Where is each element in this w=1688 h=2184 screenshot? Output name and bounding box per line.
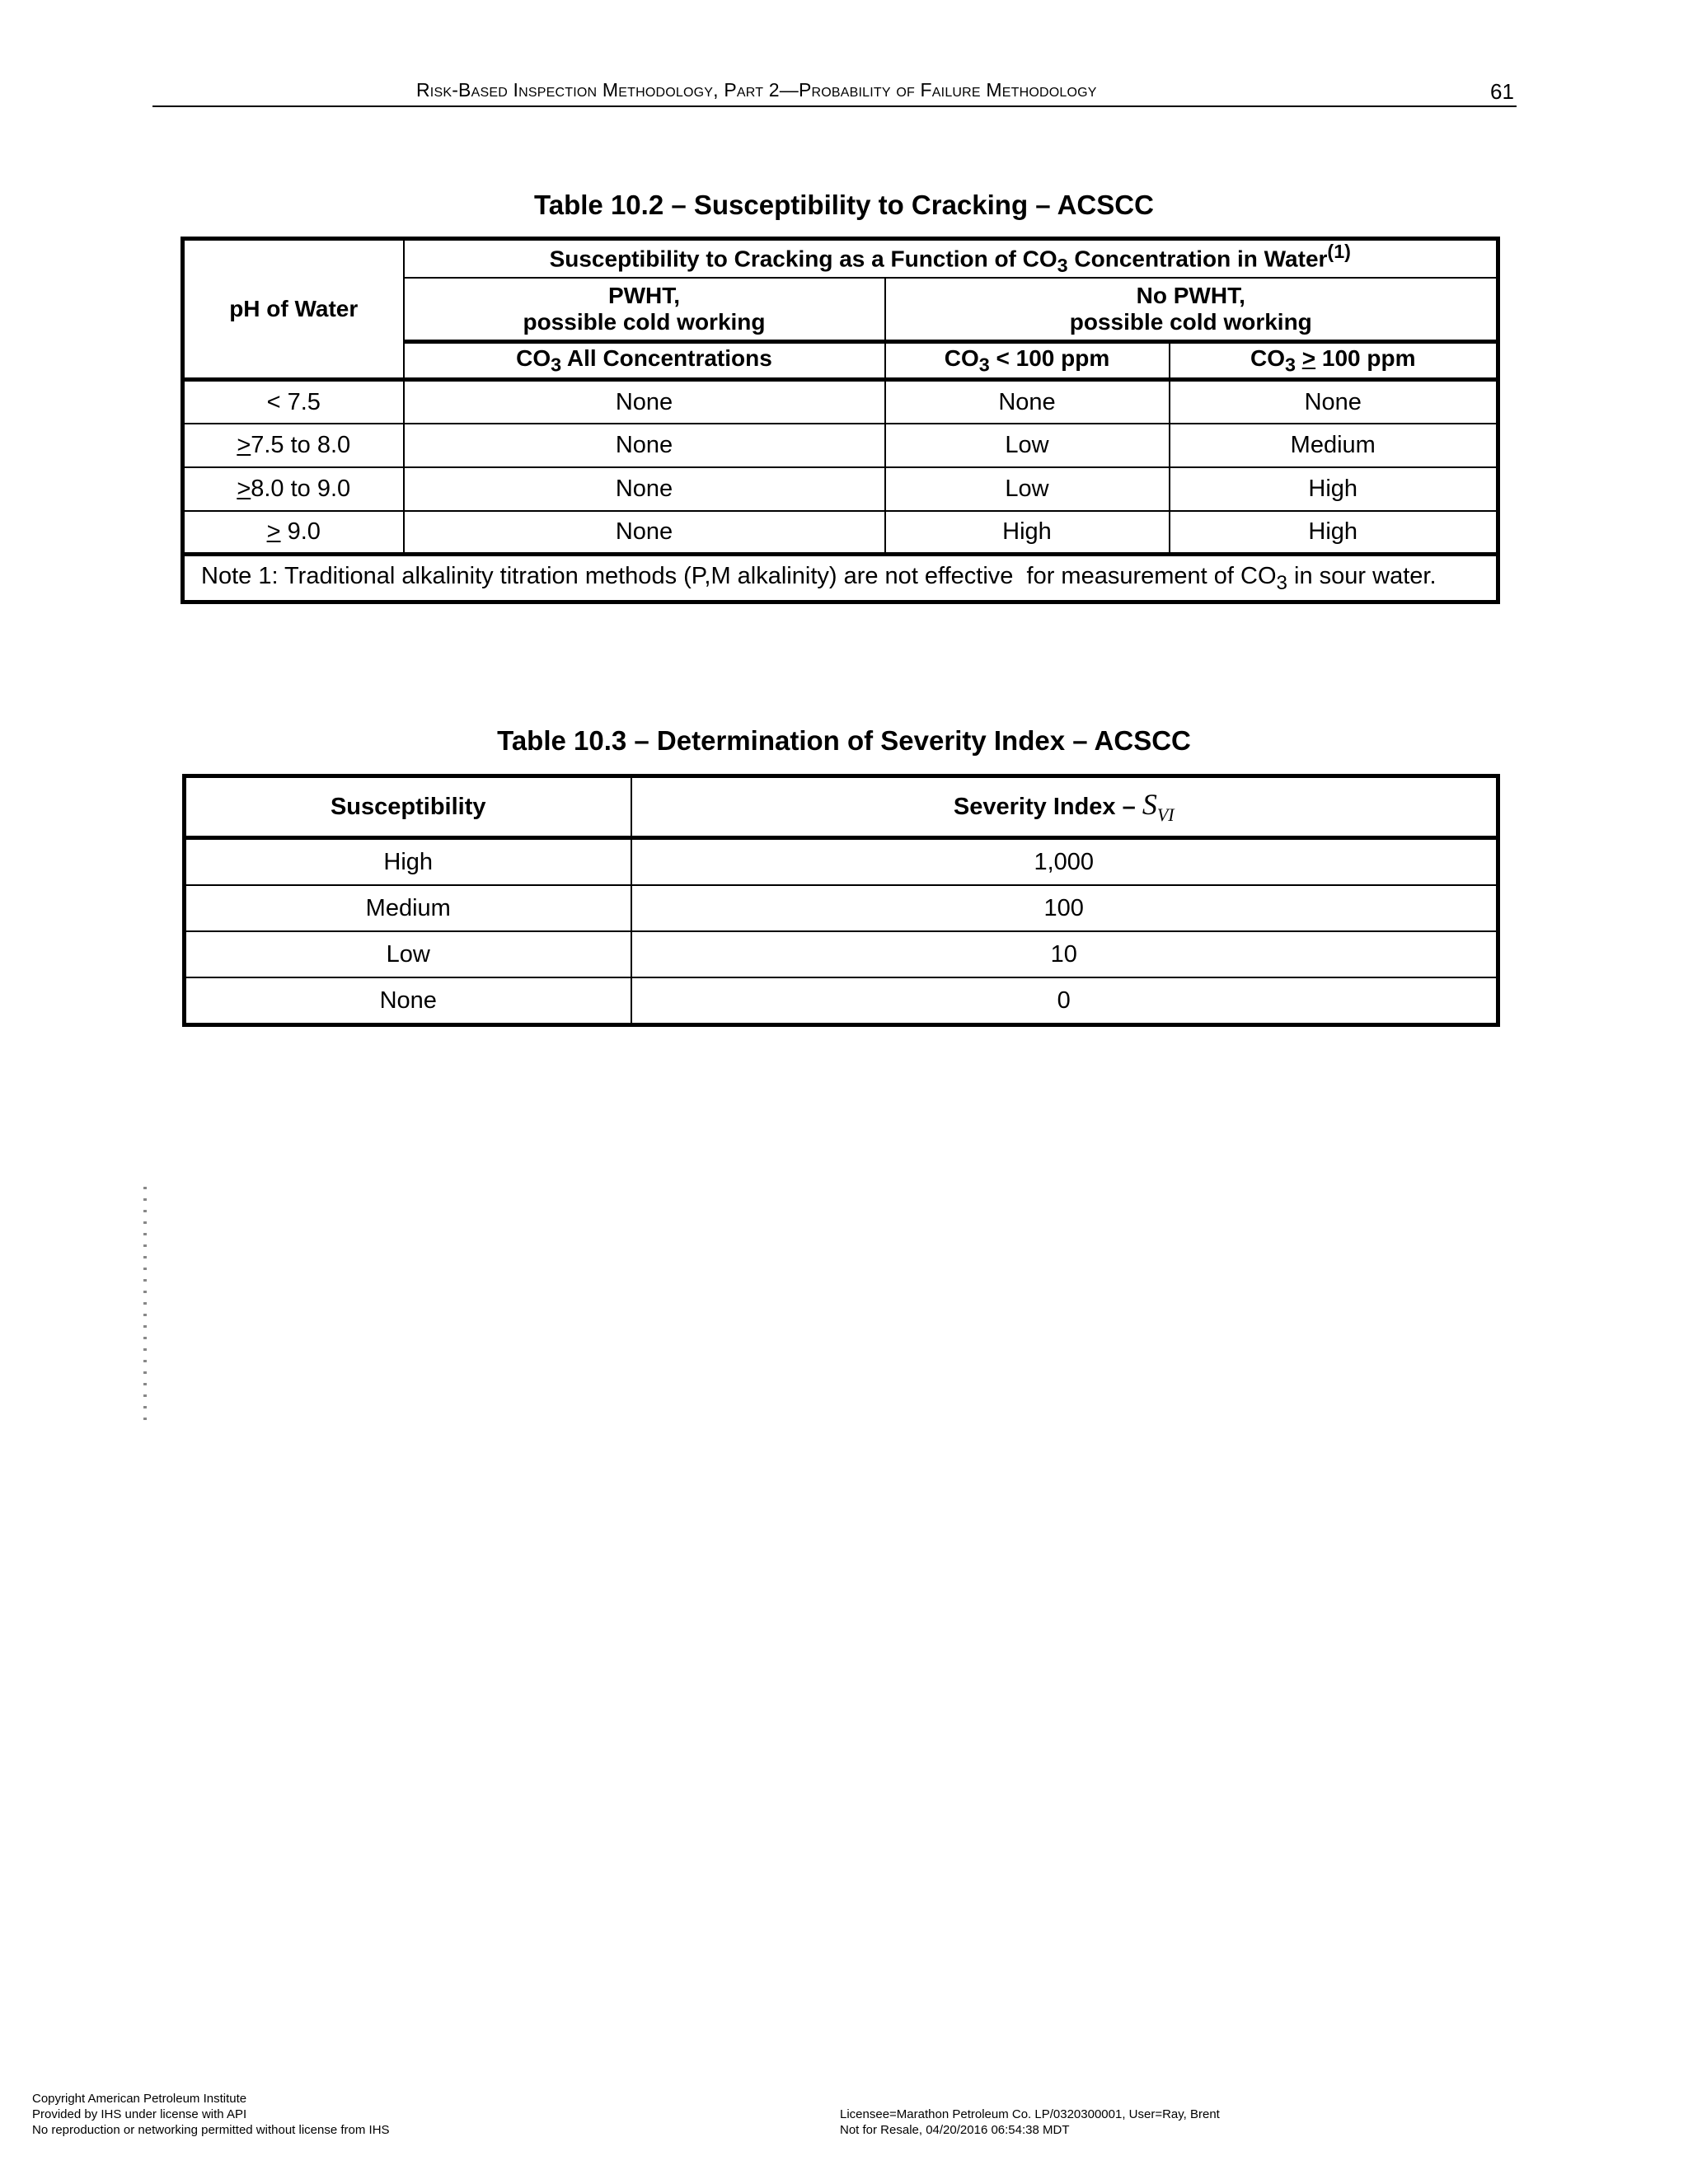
- co3-lt-100-cell: High: [885, 511, 1170, 555]
- severity-cell: 10: [631, 931, 1498, 977]
- table-row: [185, 885, 1498, 931]
- table-row: [185, 931, 1498, 977]
- co3-ge-100-cell: None: [1170, 380, 1498, 424]
- table-row: [183, 424, 1498, 467]
- co3-lt-100-cell: None: [885, 380, 1170, 424]
- susceptibility-table: [181, 237, 1500, 604]
- pwht-header: PWHT, possible cold working: [404, 278, 885, 342]
- co3-lt-100-cell: Low: [885, 467, 1170, 511]
- table-row: [185, 977, 1498, 1025]
- ph-cell: < 7.5: [183, 380, 404, 424]
- svi-symbol: $S_{VI}$: [1142, 788, 1175, 826]
- susceptibility-cell: None: [185, 977, 631, 1025]
- co3-lt-100-header: $CO_3 < 100$ ppm: [885, 342, 1170, 380]
- susceptibility-header: Susceptibility: [185, 776, 631, 838]
- no-pwht-header: No PWHT, possible cold working: [885, 278, 1498, 342]
- table-10-2-caption: Table 10.2 – Susceptibility to Cracking – ACSCC: [534, 190, 1154, 220]
- co3-ge-100-header: $CO_3 > 100$ ppm: [1170, 342, 1498, 380]
- table-row: [183, 380, 1498, 424]
- pwht-cell: None: [404, 380, 885, 424]
- co3-all-header: $CO_3$ All Concentrations: [404, 342, 885, 380]
- table-10-3-caption: Table 10.3 – Determination of Severity Index – ACSCC: [497, 725, 1191, 756]
- ph-cell: >8.0 to 9.0: [183, 467, 404, 511]
- co3-ge-100-cell: Medium: [1170, 424, 1498, 467]
- running-header-title: Risk-Based Inspection Methodology, Part 2—Probability of Failure Methodology: [416, 79, 1097, 101]
- footer-license: Licensee=Marathon Petroleum Co. LP/0320300001, User=Ray, Brent Not for Resale, 04/20/2016 06:54:38 MDT: [840, 2107, 1220, 2137]
- susceptibility-group-header: Susceptibility to Cracking as a Function of $CO_3$ Concentration in Water$^{(1)}$: [404, 239, 1498, 278]
- table-row: [185, 838, 1498, 886]
- co3-lt-100-cell: Low: [885, 424, 1170, 467]
- pwht-cell: None: [404, 467, 885, 511]
- severity-cell: 100: [631, 885, 1498, 931]
- severity-cell: 1,000: [631, 838, 1498, 886]
- margin-watermark-marks: [143, 1187, 147, 1426]
- ph-of-water-header: pH of Water: [183, 239, 404, 380]
- severity-cell: 0: [631, 977, 1498, 1025]
- severity-index-header: Severity Index – $S_{VI}$: [631, 776, 1498, 838]
- pwht-cell: None: [404, 511, 885, 555]
- footer-copyright: Copyright American Petroleum Institute Provided by IHS under license with API No reproduction or networking permitted without license from IHS: [32, 2092, 390, 2137]
- page-number: 61: [1490, 79, 1514, 104]
- susceptibility-cell: Medium: [185, 885, 631, 931]
- severity-index-table: [182, 774, 1500, 1027]
- ph-cell: > 9.0: [183, 511, 404, 555]
- table-row: [183, 467, 1498, 511]
- header-rule: [152, 105, 1517, 107]
- table-note: Note 1: Traditional alkalinity titration methods (P,M alkalinity) are not effective for measurement of $CO_3$ in sour water.: [183, 555, 1498, 602]
- susceptibility-cell: Low: [185, 931, 631, 977]
- co3-ge-100-cell: High: [1170, 467, 1498, 511]
- co3-ge-100-cell: High: [1170, 511, 1498, 555]
- table-note-row: [183, 555, 1498, 602]
- table-row: [183, 511, 1498, 555]
- ph-cell: >7.5 to 8.0: [183, 424, 404, 467]
- pwht-cell: None: [404, 424, 885, 467]
- susceptibility-cell: High: [185, 838, 631, 886]
